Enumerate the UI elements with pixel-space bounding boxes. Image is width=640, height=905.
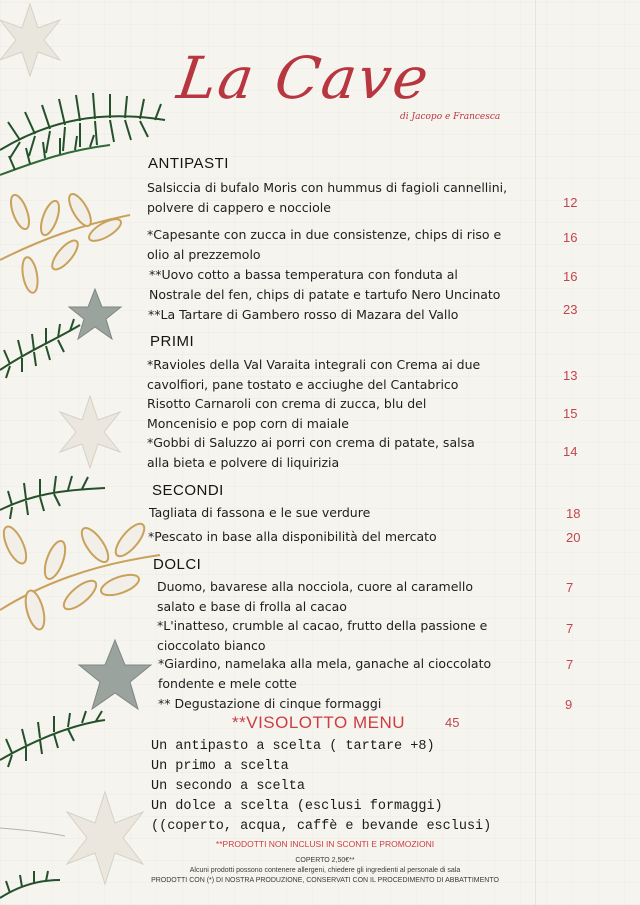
menu-item-price: 14 (563, 444, 578, 459)
section-title-antipasti: ANTIPASTI (148, 155, 229, 172)
menu-item-price: 23 (563, 302, 578, 317)
menu-item-price: 9 (565, 697, 573, 712)
menu-item-price: 16 (563, 230, 578, 245)
set-menu-price: 45 (445, 715, 460, 730)
restaurant-logo: La Cave (173, 44, 435, 112)
star-ornament-icon (79, 640, 151, 709)
menu-item-description: Risotto Carnaroli con crema di zucca, blu del Moncenisio e pop corn di maiale (147, 396, 427, 431)
menu-item-price: 13 (563, 368, 578, 383)
set-menu-line: ((coperto, acqua, caffè e bevande esclusi) (151, 819, 492, 834)
gold-leaf-branch-icon (0, 191, 130, 294)
menu-item-price: 16 (563, 269, 578, 284)
menu-item-description: *Giardino, namelaka alla mela, ganache al cioccolato fondente e mele cotte (158, 656, 492, 691)
section-title-secondi: SECONDI (152, 482, 224, 499)
menu-item-price: 15 (563, 406, 578, 421)
set-menu-title: **VISOLOTTO MENU (232, 713, 405, 732)
menu-item-description: ** Degustazione di cinque formaggi (158, 696, 382, 711)
menu-item-description: Tagliata di fassona e le sue verdure (149, 505, 371, 520)
menu-item-price: 7 (566, 657, 574, 672)
promo-note: **PRODOTTI NON INCLUSI IN SCONTI E PROMOZIONI (215, 839, 435, 849)
snowflake-icon (60, 396, 120, 468)
menu-item-description: Duomo, bavarese alla nocciola, cuore al caramello salato e base di frolla al cacao (157, 579, 473, 614)
menu-item-description: *Capesante con zucca in due consistenze, chips di riso e olio al prezzemolo (147, 227, 502, 262)
menu-item-price: 18 (566, 506, 581, 521)
menu-item-description: **La Tartare di Gambero rosso di Mazara del Vallo (148, 307, 459, 322)
menu-item-description: Salsiccia di bufalo Moris con hummus di fagioli cannellini, polvere di cappero e nocciole (147, 180, 508, 215)
coperto-note: COPERTO 2,50€** (295, 857, 355, 864)
menu-item-price: 7 (566, 621, 574, 636)
menu-item-description: *Ravioles della Val Varaita integrali con Crema ai due cavolfiori, pane tostato e acciughe del Cantabrico (147, 357, 481, 392)
menu-item-description: *Gobbi di Saluzzo ai porri con crema di patate, salsa alla bieta e polvere di liquirizia (147, 435, 475, 470)
menu-item-price: 12 (563, 195, 578, 210)
set-menu-line: Un secondo a scelta (151, 779, 305, 794)
menu-item-description: *L'inatteso, crumble al cacao, frutto della passione e cioccolato bianco (157, 618, 488, 653)
menu-item-description: *Pescato in base alla disponibilità del mercato (148, 529, 437, 544)
own-production-note: PRODOTTI CON (*) DI NOSTRA PRODUZIONE, CONSERVATI CON IL PROCEDIMENTO DI ABBATTIMENTO (151, 877, 499, 884)
pine-branch-icon (0, 711, 105, 767)
set-menu-line: Un dolce a scelta (esclusi formaggi) (151, 799, 443, 814)
menu-item-price: 7 (566, 580, 574, 595)
pine-branch-icon (0, 871, 60, 898)
ornament-string (0, 828, 65, 836)
menu-item-description: **Uovo cotto a bassa temperatura con fonduta al Nostrale del fen, chips di patate e tartufo Nero Uncinato (149, 267, 501, 302)
gold-leaf-branch-icon (0, 520, 160, 632)
restaurant-logo-subtitle: di Jacopo e Francesca (400, 112, 501, 122)
pine-branch-icon (0, 93, 165, 175)
set-menu-line: Un antipasto a scelta ( tartare +8) (151, 739, 435, 754)
snowflake-icon (0, 4, 60, 76)
menu-item-price: 20 (566, 530, 581, 545)
section-title-dolci: DOLCI (153, 556, 202, 573)
allergen-note: Alcuni prodotti possono contenere allergeni, chiedere gli ingredienti al personale di sala (189, 867, 461, 874)
set-menu-line: Un primo a scelta (151, 759, 289, 774)
star-ornament-icon (69, 289, 121, 339)
pine-branch-icon (0, 476, 105, 519)
pine-branch-icon (0, 319, 80, 378)
section-title-primi: PRIMI (150, 333, 195, 350)
